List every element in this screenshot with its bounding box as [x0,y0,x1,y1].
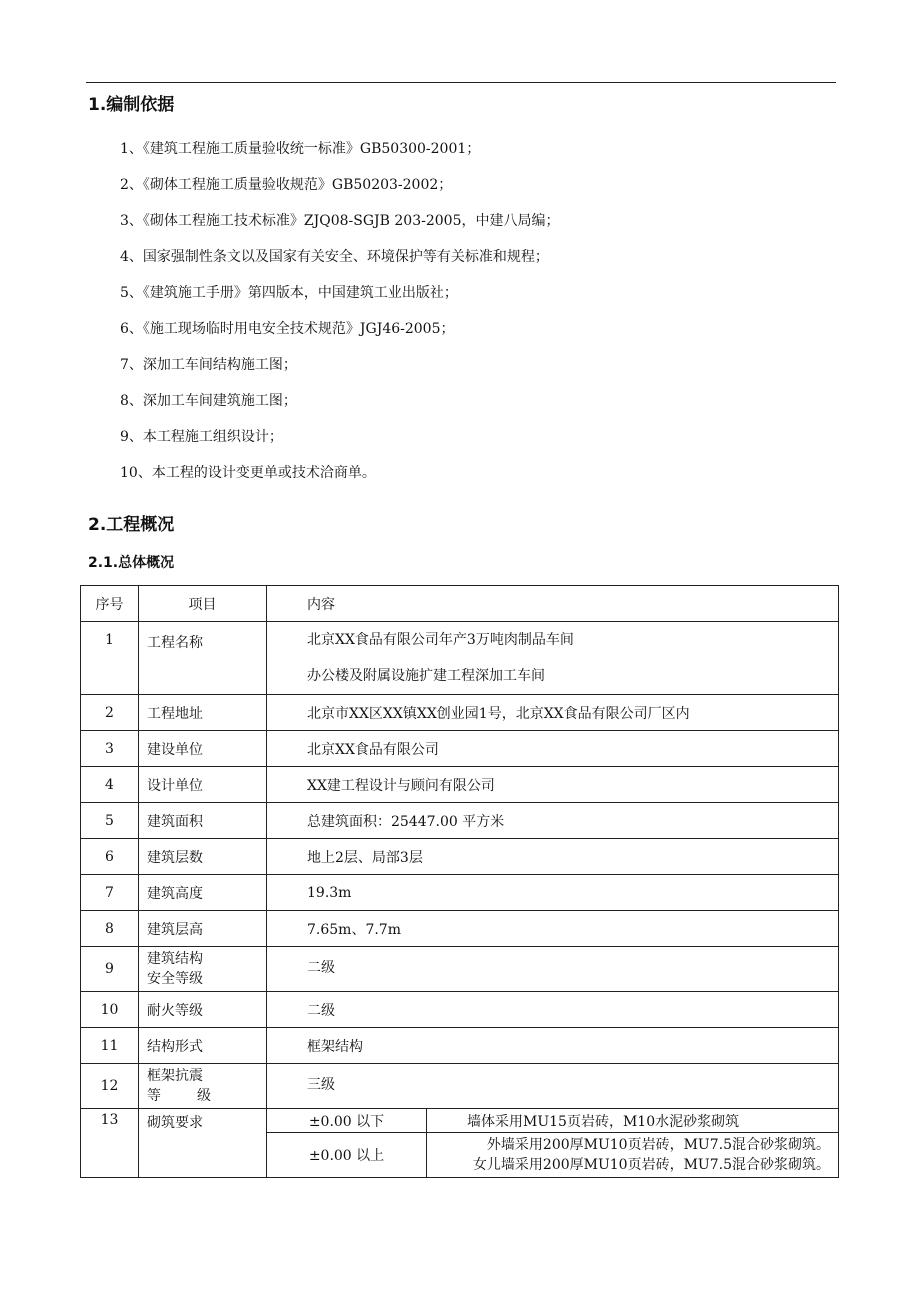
table-row [81,767,839,803]
row-content: 三级 [267,1064,839,1109]
row-item: 工程名称 [139,622,267,695]
table-header-row [81,586,839,622]
table-row [81,695,839,731]
table-row [81,1109,839,1133]
row-no: 12 [81,1064,139,1109]
content-line: 北京XX食品有限公司年产3万吨肉制品车间 [307,632,574,648]
row-content: XX建工程设计与顾问有限公司 [267,767,839,803]
row-content [267,622,839,695]
item-line: 安全等级 [147,971,203,987]
table-row [81,947,839,992]
reference-item: 9、本工程施工组织设计； [120,429,283,445]
row-no: 5 [81,803,139,839]
table-row [81,1064,839,1109]
reference-item: 2、《砌体工程施工质量验收规范》GB50203-2002； [120,177,453,193]
desc-line: 外墙采用200厚MU10页岩砖，MU7.5混合砂浆砌筑。 [486,1137,830,1153]
table-row [81,731,839,767]
row-content: 地上2层、局部3层 [267,839,839,875]
table-row [81,911,839,947]
row-content: 北京XX食品有限公司 [267,731,839,767]
row-no: 9 [81,947,139,992]
row-no: 6 [81,839,139,875]
row-content: 北京市XX区XX镇XX创业园1号，北京XX食品有限公司厂区内 [267,695,839,731]
header-rule [86,82,836,83]
section-2-heading: 2.工程概况 [88,515,175,535]
header-content: 内容 [267,586,839,622]
row-item [139,1064,267,1109]
reference-item: 6、《施工现场临时用电安全技术规范》JGJ46-2005； [120,321,455,337]
row-content: 7.65m、7.7m [267,911,839,947]
row-content: 二级 [267,947,839,992]
row-item: 设计单位 [139,767,267,803]
row-no: 13 [81,1109,139,1178]
row-item: 耐火等级 [139,992,267,1028]
row-content: 二级 [267,992,839,1028]
row-item: 建筑层数 [139,839,267,875]
reference-item: 8、深加工车间建筑施工图； [120,393,297,409]
item-char: 等 [147,1088,161,1104]
row-content: 总建筑面积：25447.00 平方米 [267,803,839,839]
reference-item: 4、国家强制性条文以及国家有关安全、环境保护等有关标准和规程； [120,249,549,265]
reference-item: 3、《砌体工程施工技术标准》ZJQ08-SGJB 203-2005，中建八局编； [120,213,560,229]
table-row [81,803,839,839]
reference-item: 10、本工程的设计变更单或技术洽商单。 [120,465,376,481]
row-no: 4 [81,767,139,803]
row-no: 2 [81,695,139,731]
sub-level: ±0.00 以上 [267,1133,427,1178]
row-item: 工程地址 [139,695,267,731]
reference-item: 1、《建筑工程施工质量验收统一标准》GB50300-2001； [120,141,481,157]
row-no: 8 [81,911,139,947]
row-no: 7 [81,875,139,911]
project-overview-table [80,585,839,1178]
row-content: 框架结构 [267,1028,839,1064]
row-item: 砌筑要求 [139,1109,267,1178]
row-item [139,947,267,992]
row-content: 19.3m [267,875,839,911]
row-item: 建筑层高 [139,911,267,947]
row-no: 11 [81,1028,139,1064]
row-item: 建筑面积 [139,803,267,839]
reference-item: 7、深加工车间结构施工图； [120,357,297,373]
sub-desc: 墙体采用MU15页岩砖，M10水泥砂浆砌筑 [427,1109,839,1133]
subsection-heading: 2.1.总体概况 [88,555,175,571]
row-no: 10 [81,992,139,1028]
content-line: 办公楼及附属设施扩建工程深加工车间 [307,668,545,684]
row-no: 3 [81,731,139,767]
table-row [81,839,839,875]
reference-item: 5、《建筑施工手册》第四版本，中国建筑工业出版社； [120,285,458,301]
item-char: 级 [197,1088,211,1104]
sub-level: ±0.00 以下 [267,1109,427,1133]
table-row [81,992,839,1028]
item-line: 建筑结构 [147,951,203,967]
section-1-heading: 1.编制依据 [88,95,175,115]
table-row [81,1028,839,1064]
table-row [81,622,839,695]
row-item: 建筑高度 [139,875,267,911]
row-no: 1 [81,622,139,695]
item-line: 框架抗震 [147,1068,203,1084]
item-line-spread [147,1086,211,1106]
row-item: 建设单位 [139,731,267,767]
header-no: 序号 [81,586,139,622]
row-item: 结构形式 [139,1028,267,1064]
desc-line: 女儿墙采用200厚MU10页岩砖，MU7.5混合砂浆砌筑。 [472,1157,830,1173]
header-item: 项目 [139,586,267,622]
sub-desc [427,1133,839,1178]
table-row [81,875,839,911]
